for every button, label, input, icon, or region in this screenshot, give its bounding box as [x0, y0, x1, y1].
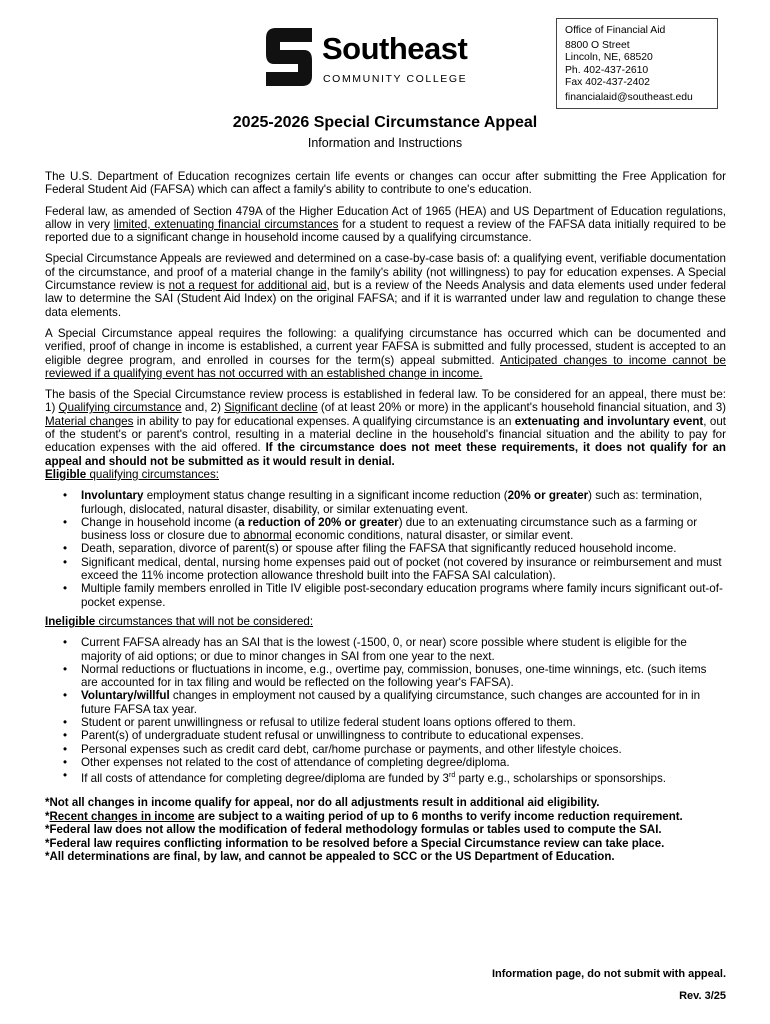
office-fax: Fax 402-437-2402	[565, 76, 650, 88]
paragraph-requirements: A Special Circumstance appeal requires the following: a qualifying circumstance has occurred which can be documented and verified, proof of change in income is established, a current year FAFSA is submitted and fully processed, student is accepted to an eligible degree program, and enrolled in courses for the term(s) appeal submitted. Anticipated changes to income cannot be reviewed if a qualifying event has not occurred with an established change in income.	[45, 326, 726, 380]
office-name: Office of Financial Aid	[565, 25, 666, 36]
eligible-list	[45, 489, 726, 609]
notes-block	[45, 797, 726, 864]
note-5: *All determinations are final, by law, and cannot be appealed to SCC or the US Department of Education.	[45, 850, 615, 863]
list-item: • Normal reductions or fluctuations in income, e.g., overtime pay, commission, bonuses, one-time winnings, etc. (such items are accounted for in tax filing and would be reflected on the following year's FAFSA).	[63, 662, 707, 690]
paragraph-intro: The U.S. Department of Education recognizes certain life events or changes can occur after submitting the Free Application for Federal Student Aid (FAFSA) which can affect a family's ability to contribute to one's education.	[45, 170, 726, 197]
list-item: • Involuntary employment status change resulting in a significant income reduction (20% or greater) such as: termination, furlough, dislocated, natural disaster, disability, or similar extenuating event.	[63, 489, 703, 516]
list-item: • Personal expenses such as credit card debt, car/home purchase or payments, and other lifestyle choices.	[63, 742, 622, 756]
list-item: • Voluntary/willful changes in employment not caused by a qualifying circumstance, such changes are accounted for in in future FAFSA tax year.	[63, 689, 701, 716]
list-item: • Death, separation, divorce of parent(s) or spouse after filing the FAFSA that significantly reduced household income.	[63, 542, 677, 556]
list-item: • Change in household income (a reduction of 20% or greater) due to an extenuating circumstance such as a farming or business loss or closure due to abnormal economic conditions, natural disaster, or similar event.	[63, 515, 698, 543]
ineligible-heading: Ineligible circumstances that will not be considered:	[45, 614, 314, 628]
office-phone: Ph. 402-437-2610	[565, 64, 649, 76]
page-subtitle: Information and Instructions	[307, 136, 463, 150]
office-contact-box	[556, 18, 718, 109]
office-street: 8800 O Street	[565, 40, 630, 52]
list-item: • Current FAFSA already has an SAI that is the lowest (-1500, 0, or near) score possible where student is eligible for the majority of aid options; or due to minor changes in SAI from one year to the next.	[63, 636, 687, 663]
office-email: financialaid@southeast.edu	[565, 92, 693, 104]
logo-wordmark: Southeast	[322, 31, 468, 66]
footer-revision: Rev. 3/25	[679, 990, 726, 1002]
eligible-heading: Eligible qualifying circumstances:	[45, 467, 219, 481]
logo-subtitle: COMMUNITY COLLEGE	[323, 73, 468, 85]
list-item: • Parent(s) of undergraduate student refusal or unwillingness to contribute to educational expenses.	[63, 729, 584, 743]
list-item: • If all costs of attendance for completing degree/diploma are funded by 3rd party e.g., scholarships or sponsorships.	[63, 769, 666, 786]
note-3: *Federal law does not allow the modification of federal methodology formulas or tables used to compute the SAI.	[45, 824, 662, 837]
paragraph-case-by-case: Special Circumstance Appeals are reviewed and determined on a case-by-case basis of: a qualifying event, verifiable documentation of the circumstance, and proof of a material change in the family's ability (not willingness) to pay for education expenses. A Special Circumstance review is not a request for additional aid, but is a review of the Needs Analysis and data elements used under federal law to determine the SAI (Student Aid Index) on the original FAFSA; and if it is warranted under law and regulation to change these data elements.	[45, 252, 726, 319]
paragraph-basis: The basis of the Special Circumstance review process is established in federal law. To be considered for an appeal, there must be: 1) Qualifying circumstance and, 2) Significant decline (of at least 20% or more) in the applicant's household financial situation, and 3) Material changes in ability to pay for educational expenses. A qualifying circumstance is an extenuating and involuntary event, out of the student's or parent's control, resulting in a material decline in the household's financial situation and the ability to pay for education expenses with the aid offered. If the circumstance does not meet these requirements, it does not qualify for an appeal and should not be submitted as it would result in denial.	[45, 388, 727, 468]
page-title: 2025-2026 Special Circumstance Appeal	[232, 114, 538, 131]
note-2: *Recent changes in income are subject to a waiting period of up to 6 months to verify income reduction requirement.	[45, 810, 683, 823]
ineligible-list	[45, 636, 726, 785]
note-4: *Federal law requires conflicting information to be resolved before a Special Circumstance review can take place.	[45, 837, 665, 850]
college-logo	[262, 24, 512, 92]
list-item: • Significant medical, dental, nursing home expenses paid out of pocket (not covered by insurance or reimbursement and must exceed the 11% income protection allowance threshold built into the FAFSA SAI calculation).	[63, 555, 722, 583]
note-1: *Not all changes in income qualify for appeal, nor do all adjustments result in additional aid eligibility.	[45, 797, 600, 810]
list-item: • Student or parent unwillingness or refusal to utilize federal student loans options offered to them.	[63, 715, 576, 729]
list-item: • Other expenses not related to the cost of attendance of completing degree/diploma.	[63, 755, 510, 769]
paragraph-federal-law: Federal law, as amended of Section 479A of the Higher Education Act of 1965 (HEA) and US Department of Education regulations, allow in very limited, extenuating financial circumstances for a student to request a review of the FAFSA data initially required to be reported due to a significant change in household income caused by a qualifying circumstance.	[45, 204, 726, 245]
footer-info: Information page, do not submit with appeal.	[491, 968, 726, 980]
document-body	[45, 170, 726, 864]
logo-s-mark-icon	[262, 24, 316, 90]
office-city: Lincoln, NE, 68520	[565, 52, 653, 64]
list-item: • Multiple family members enrolled in Title IV eligible post-secondary education programs where family incurs significant out-of-pocket expense.	[63, 582, 723, 609]
